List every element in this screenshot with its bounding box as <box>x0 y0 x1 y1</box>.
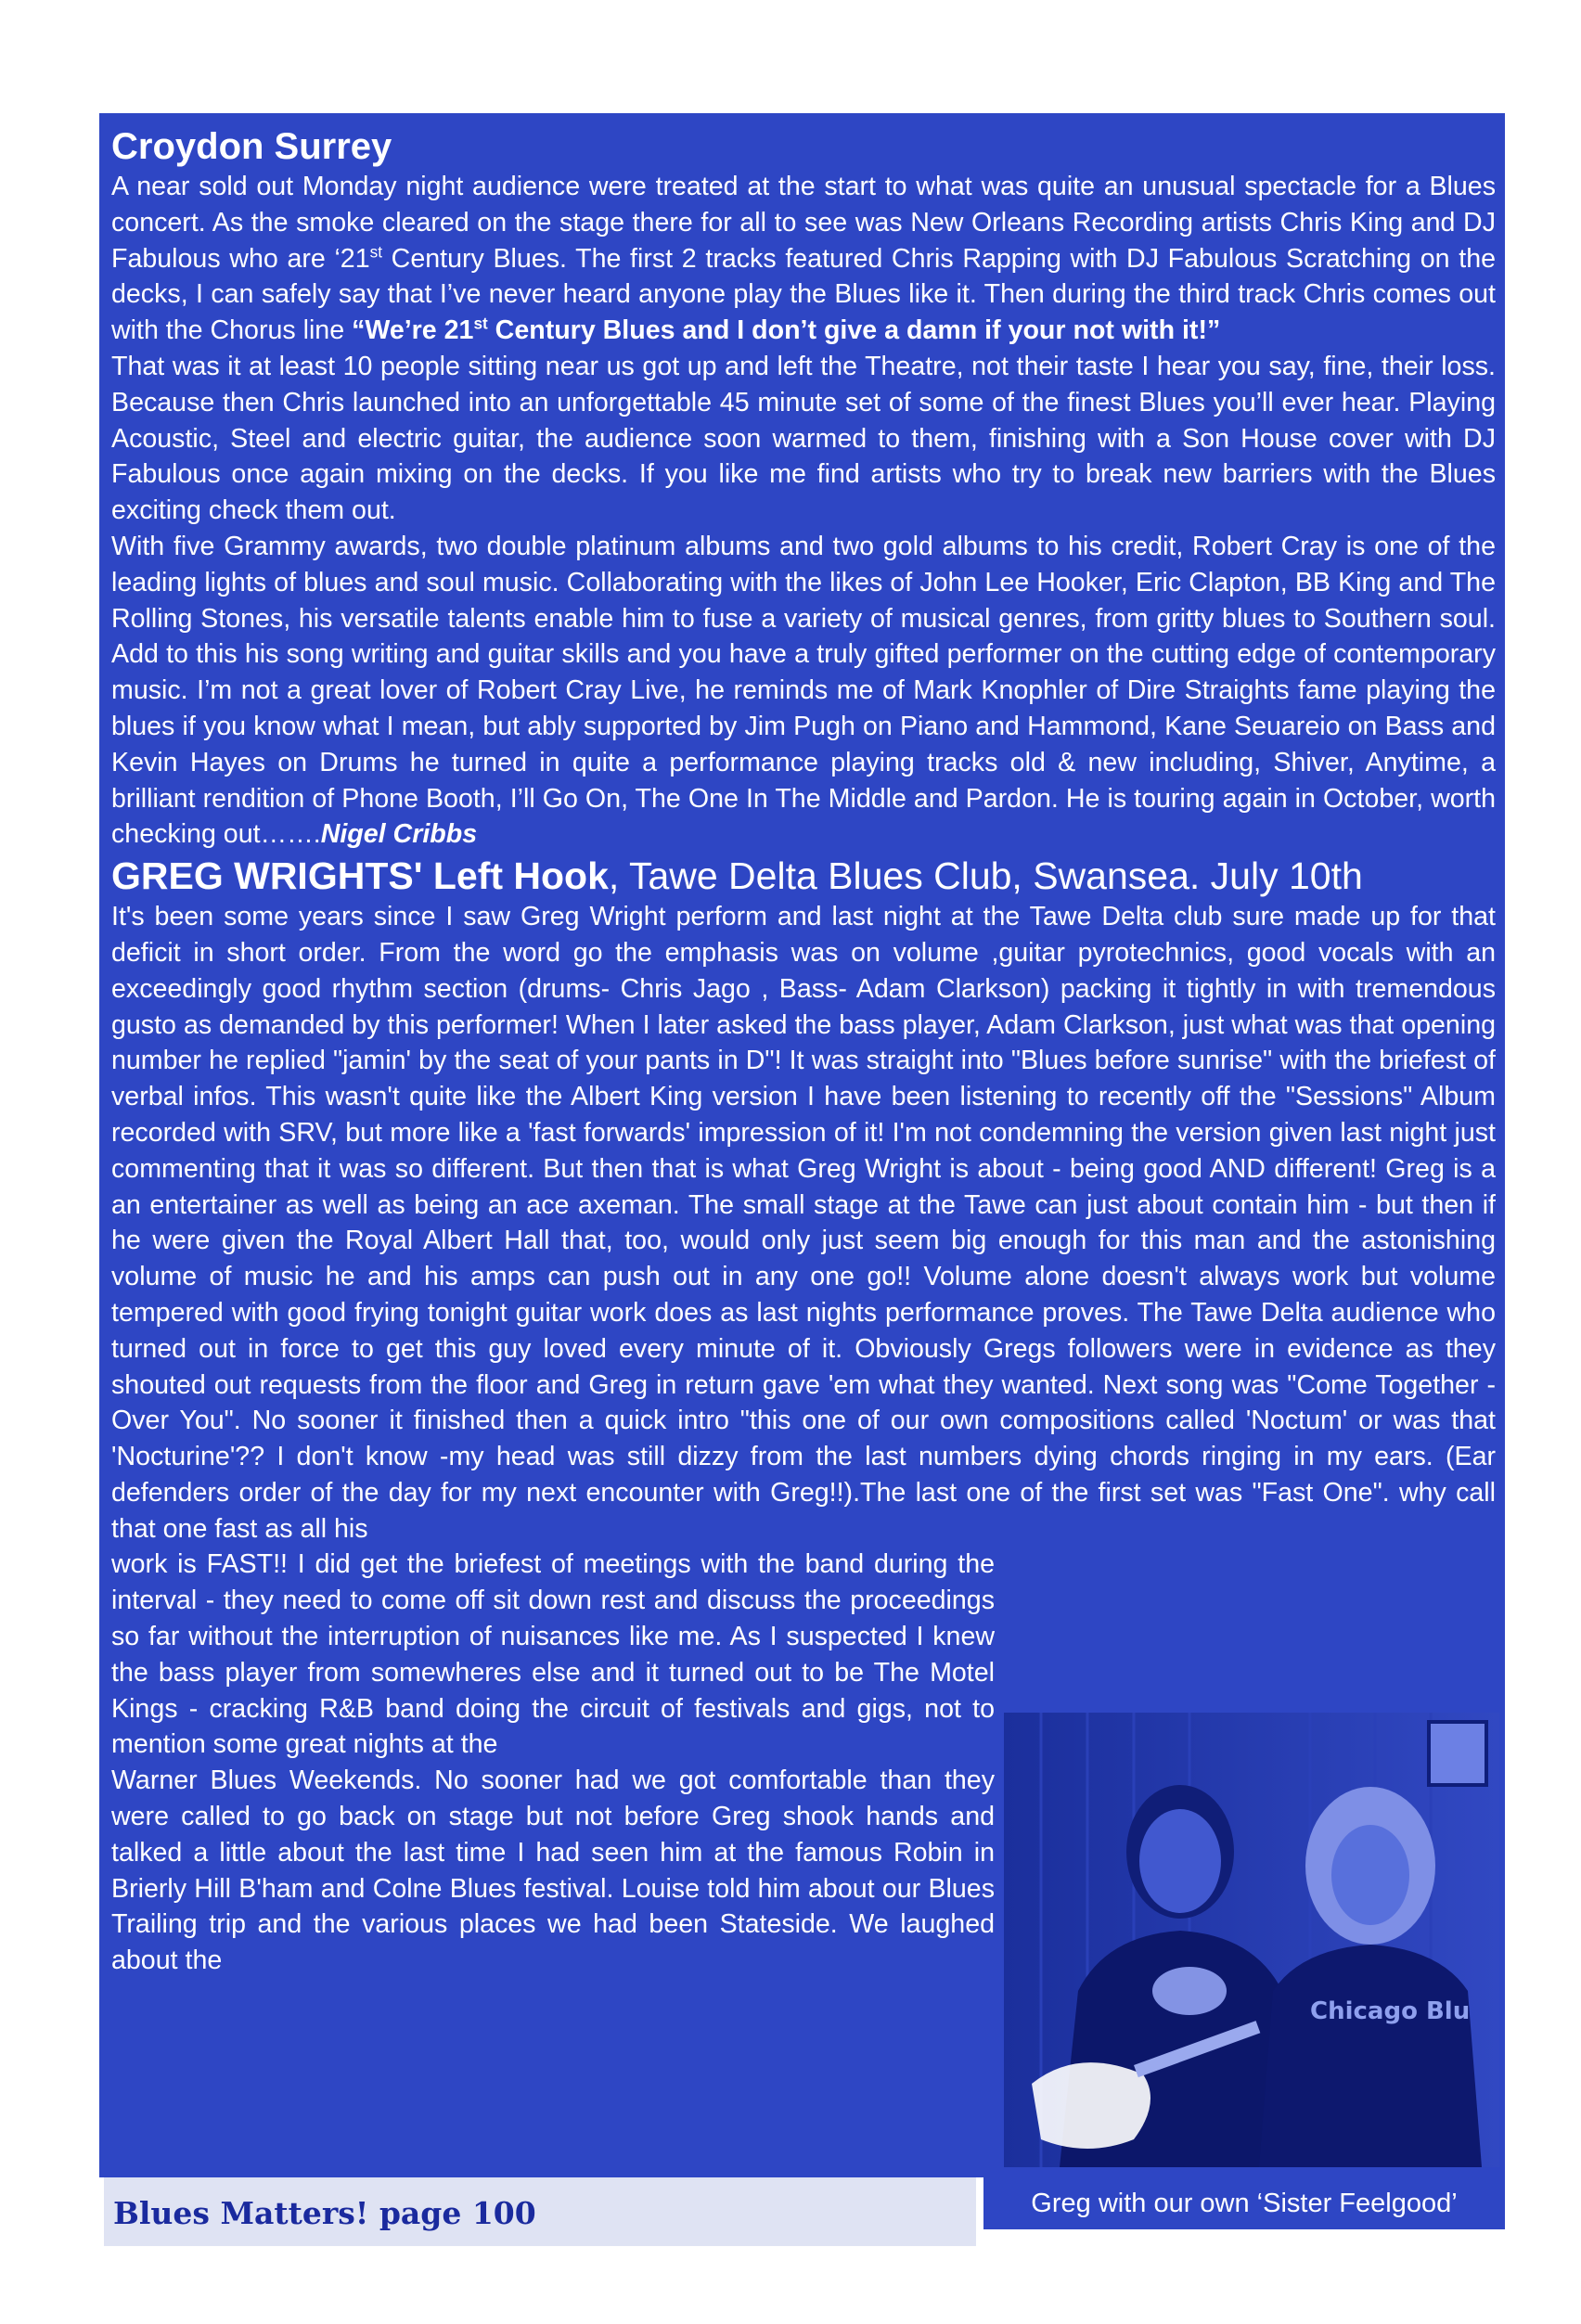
article1-signature: Nigel Cribbs <box>320 819 478 850</box>
article2-paragraph-3: Warner Blues Weekends. No sooner had we got comfortable than they were called to go back on stage but not before Greg shook hands and talked a little about the last time I had seen him at the famous Robin in Brierly Hill B'ham and Colne Blues festival. Louise told him about our Blues Trailing trip and the various places we had been Stateside. We laughed about the <box>111 1765 995 1976</box>
band-photo-illustration <box>1004 1713 1499 2167</box>
shirt-print-text: Chicago Blu <box>1310 1997 1471 2025</box>
page-label: Blues Matters! page 100 <box>113 2195 536 2231</box>
article1-paragraph-3: With five Grammy awards, two double platinum albums and two gold albums to his credit, Robert Cray is one of the leading lights of blues and soul music. Collaborating with the likes of John Lee Hooker, Eric Clapton, BB King and The Rolling Stones, his versatile talents enable him to fuse a variety of musical genres, from gritty blues to Southern soul. Add to this his song writing and guitar skills and you have a truly gifted performer on the cutting edge of contemporary music. I’m not a great lover of Robert Cray Live, he reminds me of Mark Knophler of Dire Straights fame playing the blues if you know what I mean, but ably supported by Jim Pugh on Piano and Hammond, Kane Seuareio on Bass and Kevin Hayes on Drums he turned in quite a performance playing tracks old & new including, Shiver, Anytime, a brilliant rendition of Phone Booth, I’ll Go On, The One In The Middle and Pardon. He is touring again in October, worth checking out…….Nigel Cribbs <box>111 531 1496 850</box>
article2-paragraph-1: It's been some years since I saw Greg Wright perform and last night at the Tawe Delta club sure made up for that deficit in short order. From the word go the emphasis was on volume ,guitar pyrotechnics, good vocals with an exceedingly good rhythm section (drums- Chris Jago , Bass- Adam Clarkson) packing it tightly in with tremendous gusto as demanded by this performer! When I later asked the bass player, Adam Clarkson, just what was that opening number he replied "jamin' by the seat of your pants in D"! It was straight into "Blues before sunrise" with the briefest of verbal infos. This wasn't quite like the Albert King version I have been listening to recently off the "Sessions" Album recorded with SRV, but more like a 'fast forwards' impression of it! I'm not condemning the version given last night just commenting that it was so different. But then that is what Greg Wright is about - being good AND different! Greg is a an entertainer as well as being an ace axeman. The small stage at the Tawe can just about contain him - but then if he were given the Royal Albert Hall that, too, would only just seem big enough for this man and the astonishing volume of music he and his amps can push out in any one go!! Volume alone doesn't always work but volume tempered with good frying tonight guitar work does as last nights performance proves. The Tawe Delta audience who turned out in force to get this guy loved every minute of it. Obviously Gregs followers were in evidence as they shouted out requests from the floor and Greg in return gave 'em what they wanted. Next song was "Come Together - Over You". No sooner it finished then a quick intro "this one of our own compositions called 'Noctum' or was that 'Nocturine'?? I don't know -my head was still dizzy from the last numbers dying chords ringing in my ears. (Ear defenders order of the day for my next encounter with Greg!!).The last one of the first set was "Fast One". why call that one fast as all his <box>111 902 1496 1544</box>
article1-quote: “We’re 21st Century Blues and I don’t give a damn if your not with it!” <box>352 314 1221 346</box>
article-body <box>111 124 1496 1979</box>
photo-caption: Greg with our own ‘Sister Feelgood’ <box>983 2177 1505 2229</box>
article1-paragraph-1: A near sold out Monday night audience were treated at the start to what was quite an unusual spectacle for a Blues concert. As the smoke cleared on the stage there for all to see was New Orleans Recording artists Chris King and DJ Fabulous who are ‘21st Century Blues. The first 2 tracks featured Chris Rapping with DJ Fabulous Scratching on the decks, I can safely say that I’ve never heard anyone play the Blues like it. Then during the third track Chris comes out with the Chorus line “We’re 21st Century Blues and I don’t give a damn if your not with it!” <box>111 172 1497 346</box>
article2-paragraph-2: work is FAST!! I did get the briefest of meetings with the band during the interval - they need to come off sit down rest and discuss the proceedings so far without the interruption of nuisances like me. As I suspected I knew the bass player from somewheres else and it turned out to be The Motel Kings - cracking R&B band doing the circuit of festivals and gigs, not to mention some great nights at the <box>111 1549 995 1760</box>
article2-wrapped-text <box>111 1547 995 1979</box>
article2-heading: GREG WRIGHTS' Left Hook, Tawe Delta Blues Club, Swansea. July 10th <box>111 854 1363 898</box>
band-photo <box>1004 1713 1499 2167</box>
article1-paragraph-2: That was it at least 10 people sitting near us got up and left the Theatre, not their taste I hear you say, fine, their loss. Because then Chris launched into an unforgettable 45 minute set of some of the finest Blues you’ll ever hear. Playing Acoustic, Steel and electric guitar, the audience soon warmed to them, finishing with a Son House cover with DJ Fabulous once again mixing on the decks. If you like me find artists who try to break new barriers with the Blues exciting check them out. <box>111 351 1496 526</box>
article1-heading: Croydon Surrey <box>111 126 392 167</box>
